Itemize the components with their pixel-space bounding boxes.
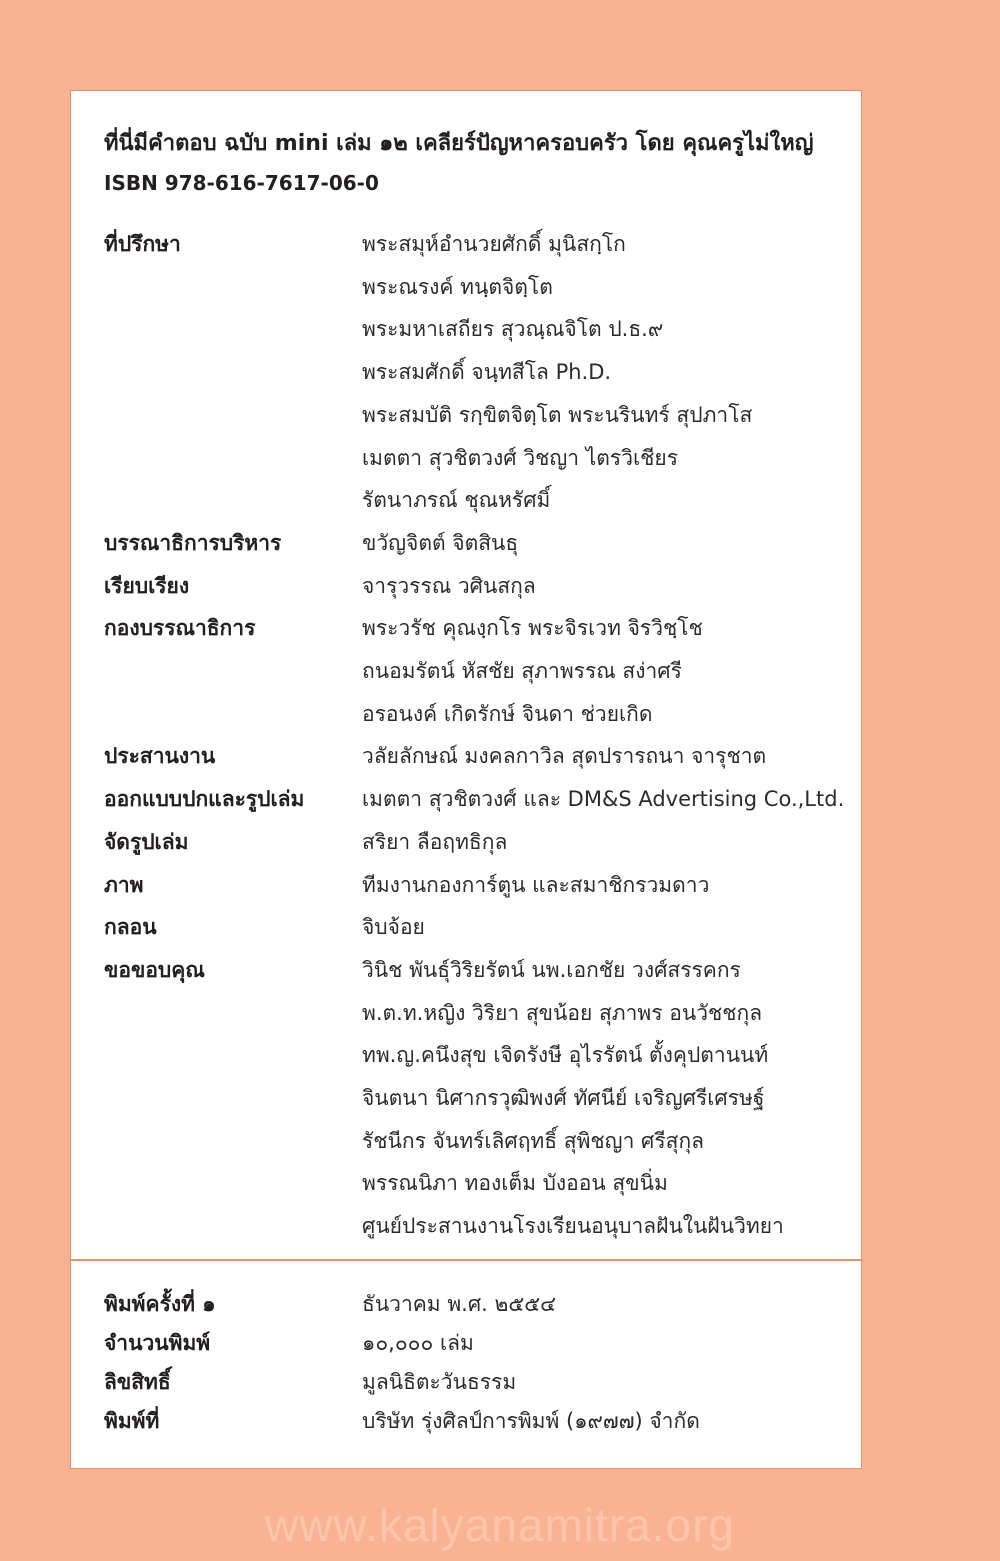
- credit-value: ทพ.ญ.คนึงสุข เจิดรังษี อุไรรัตน์ ตั้งคุปตานนท์: [362, 1043, 769, 1068]
- credit-value: พระมหาเสถียร สุวณฺณจิโต ป.ธ.๙: [362, 317, 664, 342]
- credit-value: จินตนา นิศากรวุฒิพงศ์ ทัศนีย์ เจริญศรีเศรษฐ์: [362, 1086, 765, 1111]
- credit-value: พ.ต.ท.หญิง วิริยา สุขน้อย สุภาพร อนวัชชกุล: [362, 1000, 763, 1025]
- credit-values: [362, 949, 844, 1248]
- credit-values: [362, 522, 844, 565]
- credit-value: สริยา ลือฤทธิกุล: [362, 829, 508, 854]
- print-info-row: [104, 1402, 844, 1441]
- print-info-row: [104, 1363, 844, 1402]
- credit-label: ภาพ: [104, 872, 144, 897]
- divider: [71, 1259, 861, 1261]
- credit-value: ทีมงานกองการ์ตูน และสมาชิกรวมดาว: [362, 872, 710, 897]
- credit-values: [362, 821, 844, 864]
- credit-values: [362, 864, 844, 907]
- credit-value: พระสมบัติ รกฺขิตจิตฺโต พระนรินทร์ สุปภาโส: [362, 402, 753, 427]
- print-info-row: [104, 1324, 844, 1363]
- credit-value: พระสมศักดิ์ จนฺทสีโล Ph.D.: [362, 360, 612, 385]
- credit-label: กลอน: [104, 915, 157, 940]
- print-info-value: ๑๐,๐๐๐ เล่ม: [362, 1331, 474, 1355]
- credit-label: ที่ปรึกษา: [104, 232, 181, 256]
- print-info-value: ธันวาคม พ.ศ. ๒๕๕๔: [362, 1292, 557, 1316]
- credit-label: บรรณาธิการบริหาร: [104, 530, 282, 555]
- credit-row: [104, 906, 844, 949]
- credit-row: [104, 565, 844, 608]
- credit-row: [104, 735, 844, 778]
- credit-value: ศูนย์ประสานงานโรงเรียนอนุบาลฝันในฝันวิทยา: [362, 1214, 784, 1239]
- colophon-card: [70, 90, 862, 1469]
- credit-value: อรอนงค์ เกิดรักษ์ จินดา ช่วยเกิด: [362, 701, 653, 726]
- credit-label: กองบรรณาธิการ: [104, 616, 256, 641]
- print-info-label: ลิขสิทธิ์: [104, 1370, 171, 1394]
- credit-value: ขวัญจิตต์ จิตสินธุ: [362, 530, 519, 555]
- credit-value: พระณรงค์ ทนฺตจิตฺโต: [362, 274, 553, 299]
- credit-values: [362, 735, 844, 778]
- print-info-list: [104, 1285, 844, 1441]
- credit-row: [104, 821, 844, 864]
- credit-value: เมตตา สุวชิตวงศ์ วิชญา ไตรวิเชียร: [362, 445, 679, 470]
- credit-row: [104, 864, 844, 907]
- print-info-label: จำนวนพิมพ์: [104, 1331, 211, 1355]
- credit-value: ถนอมรัตน์ หัสชัย สุภาพรรณ สง่าศรี: [362, 659, 682, 684]
- print-info-label: พิมพ์ครั้งที่ ๑: [104, 1292, 216, 1316]
- print-info-value: มูลนิธิตะวันธรรม: [362, 1370, 517, 1394]
- credit-values: [362, 223, 844, 522]
- credit-value: วลัยลักษณ์ มงคลกาวิล สุดปรารถนา จารุชาต: [362, 744, 767, 769]
- credit-value: พรรณนิภา ทองเต็ม บังออน สุขนิ่ม: [362, 1171, 668, 1196]
- credit-value: วินิช พันธุ์วิริยรัตน์ นพ.เอกชัย วงศ์สรรคกร: [362, 957, 741, 982]
- credit-label: ออกแบบปกและรูปเล่ม: [104, 787, 305, 812]
- print-info-value: บริษัท รุ่งศิลป์การพิมพ์ (๑๙๗๗) จำกัด: [362, 1409, 700, 1433]
- credit-label: ประสานงาน: [104, 744, 216, 769]
- print-info-row: [104, 1285, 844, 1324]
- credit-row: [104, 949, 844, 1248]
- credit-row: [104, 223, 844, 522]
- credit-value: รัชนีกร จันทร์เลิศฤทธิ์ สุพิชญา ศรีสุกุล: [362, 1128, 705, 1153]
- credit-values: [362, 778, 844, 821]
- credit-values: [362, 906, 844, 949]
- credit-label: จัดรูปเล่ม: [104, 829, 189, 854]
- credits-list: [104, 223, 844, 1248]
- credit-value: เมตตา สุวชิตวงศ์ และ DM&S Advertising Co.,Ltd.: [362, 787, 845, 812]
- credit-row: [104, 778, 844, 821]
- watermark: www.kalyanamitra.org: [265, 1499, 735, 1551]
- credit-label: ขอขอบคุณ: [104, 957, 205, 982]
- credit-label: เรียบเรียง: [104, 573, 190, 598]
- print-info-label: พิมพ์ที่: [104, 1409, 160, 1433]
- credit-value: รัตนาภรณ์ ชุณหรัศมิ์: [362, 488, 551, 513]
- credit-value: พระสมุห์อำนวยศักดิ์ มุนิสกฺโก: [362, 232, 626, 256]
- credit-value: พระวรัช คุณงฺกโร พระจิรเวท จิรวิชฺโช: [362, 616, 703, 641]
- credit-values: [362, 565, 844, 608]
- credit-values: [362, 607, 844, 735]
- credit-value: จิบจ้อย: [362, 915, 425, 940]
- book-title: ที่นี่มีคำตอบ ฉบับ mini เล่ม ๑๒ เคลียร์ปัญหาครอบครัว โดย คุณครูไม่ใหญ่: [104, 131, 814, 156]
- credit-row: [104, 607, 844, 735]
- isbn: ISBN 978-616-7617-06-0: [104, 171, 379, 195]
- credit-row: [104, 522, 844, 565]
- credit-value: จารุวรรณ วศินสกุล: [362, 573, 536, 598]
